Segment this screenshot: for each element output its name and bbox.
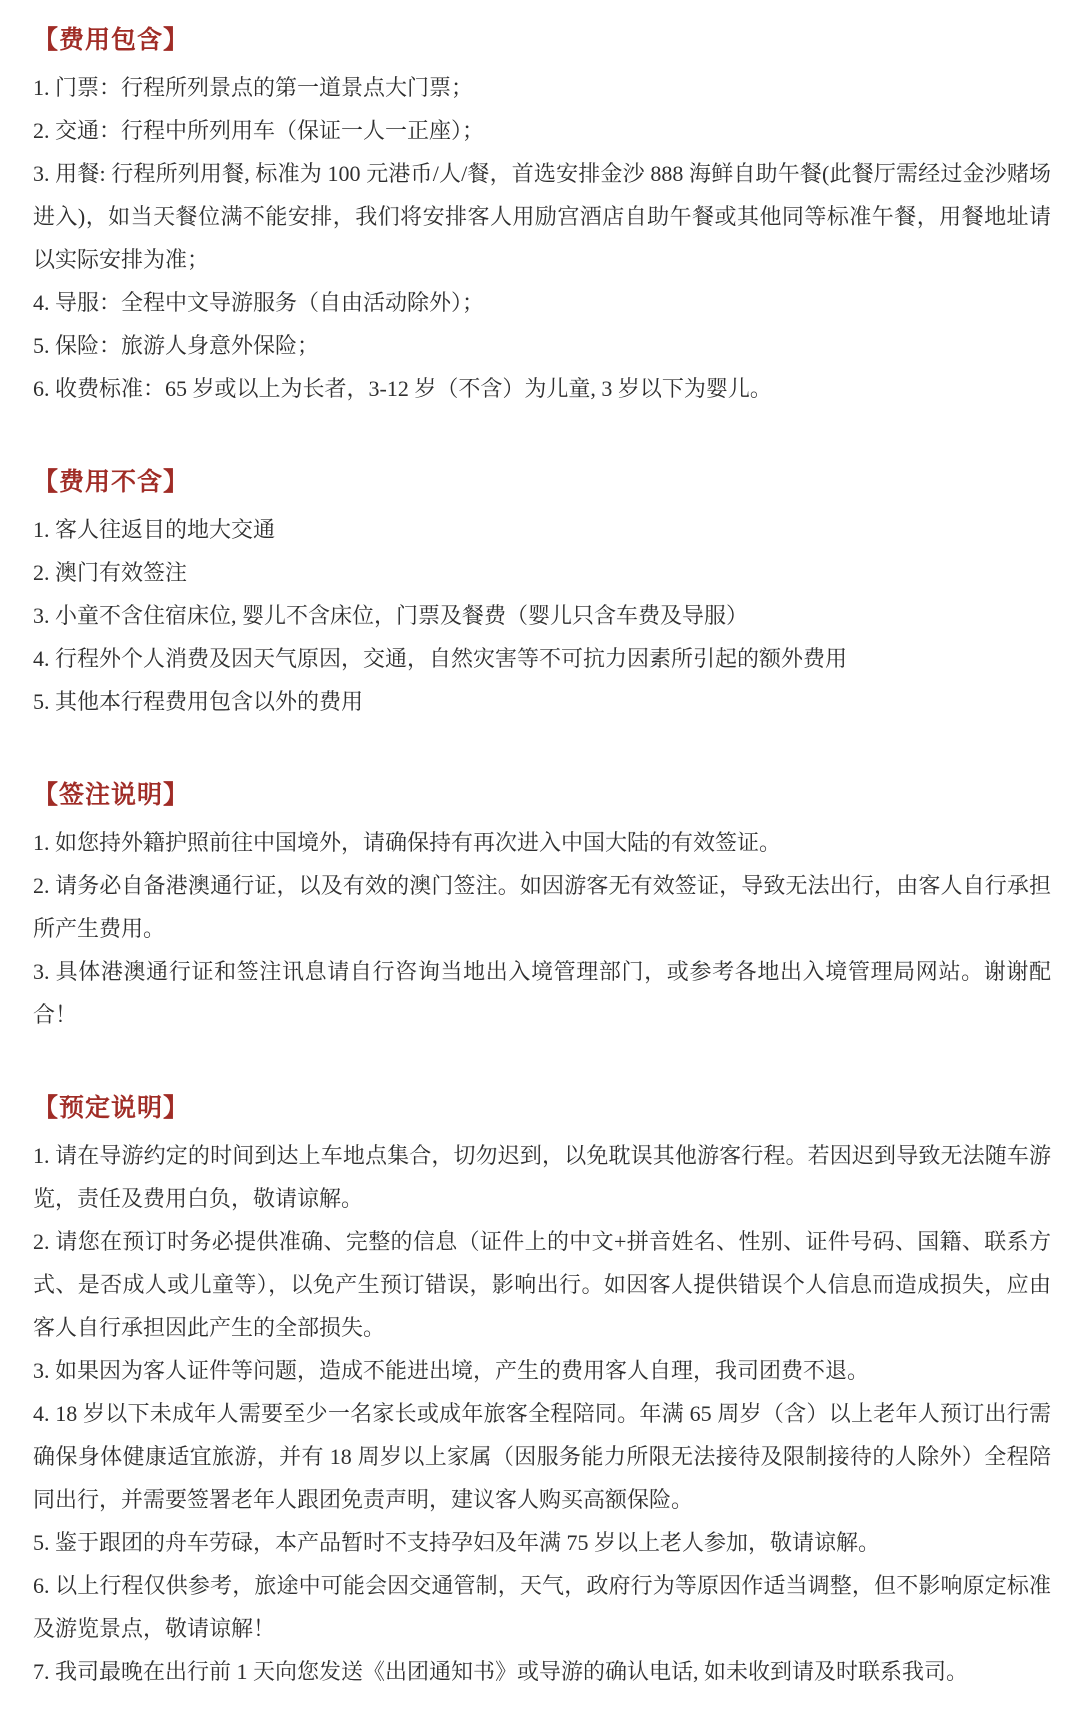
terms-section xyxy=(33,20,1051,410)
section-items xyxy=(33,508,1051,723)
terms-item: 1. 如您持外籍护照前往中国境外，请确保持有再次进入中国大陆的有效签证。 xyxy=(33,830,782,855)
section-items xyxy=(33,1134,1051,1693)
terms-item: 7. 我司最晚在出行前 1 天向您发送《出团通知书》或导游的确认电话, 如未收到请及时联系我司。 xyxy=(33,1659,969,1684)
terms-section xyxy=(33,1088,1051,1693)
terms-item: 4. 行程外个人消费及因天气原因，交通，自然灾害等不可抗力因素所引起的额外费用 xyxy=(33,646,848,671)
terms-item: 2. 澳门有效签注 xyxy=(33,560,188,585)
section-title: 【签注说明】 xyxy=(33,782,190,809)
terms-section xyxy=(33,775,1051,1036)
terms-item: 1. 门票：行程所列景点的第一道景点大门票； xyxy=(33,75,474,100)
terms-item: 2. 交通：行程中所列用车（保证一人一正座）； xyxy=(33,118,485,143)
terms-item: 5. 其他本行程费用包含以外的费用 xyxy=(33,689,364,714)
terms-item: 3. 如果因为客人证件等问题，造成不能进出境，产生的费用客人自理，我司团费不退。 xyxy=(33,1358,870,1383)
terms-item: 4. 导服：全程中文导游服务（自由活动除外）； xyxy=(33,290,485,315)
section-title: 【费用不含】 xyxy=(33,469,190,496)
section-title: 【费用包含】 xyxy=(33,27,190,54)
section-items xyxy=(33,821,1051,1036)
terms-item: 1. 客人往返目的地大交通 xyxy=(33,517,276,542)
terms-item: 4. 18 岁以下未成年人需要至少一名家长或成年旅客全程陪同。年满 65 周岁（含）以上老年人预订出行需确保身体健康适宜旅游，并有 18 周岁以上家属（因服务能力所限无法接待及限制接待的人除外）全程陪同出行，并需要签署老年人跟团免责声明，建议客人购买高额保险。 xyxy=(33,1401,1051,1512)
terms-section xyxy=(33,462,1051,723)
terms-item: 3. 用餐: 行程所列用餐, 标准为 100 元港币/人/餐，首选安排金沙 888 海鲜自助午餐(此餐厅需经过金沙赌场进入)，如当天餐位满不能安排，我们将安排客人用励宫酒店自助午餐或其他同等标准午餐，用餐地址请以实际安排为准； xyxy=(33,161,1051,272)
terms-item: 6. 以上行程仅供参考，旅途中可能会因交通管制，天气，政府行为等原因作适当调整，但不影响原定标准及游览景点，敬请谅解！ xyxy=(33,1573,1051,1641)
terms-item: 3. 具体港澳通行证和签注讯息请自行咨询当地出入境管理部门，或参考各地出入境管理局网站。谢谢配合！ xyxy=(33,959,1051,1027)
terms-sections xyxy=(33,20,1051,1693)
terms-item: 3. 小童不含住宿床位, 婴儿不含床位，门票及餐费（婴儿只含车费及导服） xyxy=(33,603,749,628)
terms-item: 2. 请务必自备港澳通行证，以及有效的澳门签注。如因游客无有效签证，导致无法出行，由客人自行承担所产生费用。 xyxy=(33,873,1051,941)
terms-item: 6. 收费标准：65 岁或以上为长者，3-12 岁（不含）为儿童, 3 岁以下为婴儿。 xyxy=(33,376,772,401)
terms-item: 5. 鉴于跟团的舟车劳碌，本产品暂时不支持孕妇及年满 75 岁以上老人参加，敬请谅解。 xyxy=(33,1530,881,1555)
terms-item: 2. 请您在预订时务必提供准确、完整的信息（证件上的中文+拼音姓名、性别、证件号码、国籍、联系方式、是否成人或儿童等），以免产生预订错误，影响出行。如因客人提供错误个人信息而造成损失，应由客人自行承担因此产生的全部损失。 xyxy=(33,1229,1051,1340)
section-items xyxy=(33,66,1051,410)
section-title: 【预定说明】 xyxy=(33,1095,190,1122)
terms-item: 1. 请在导游约定的时间到达上车地点集合，切勿迟到，以免耽误其他游客行程。若因迟到导致无法随车游览，责任及费用白负，敬请谅解。 xyxy=(33,1143,1051,1211)
terms-item: 5. 保险：旅游人身意外保险； xyxy=(33,333,320,358)
